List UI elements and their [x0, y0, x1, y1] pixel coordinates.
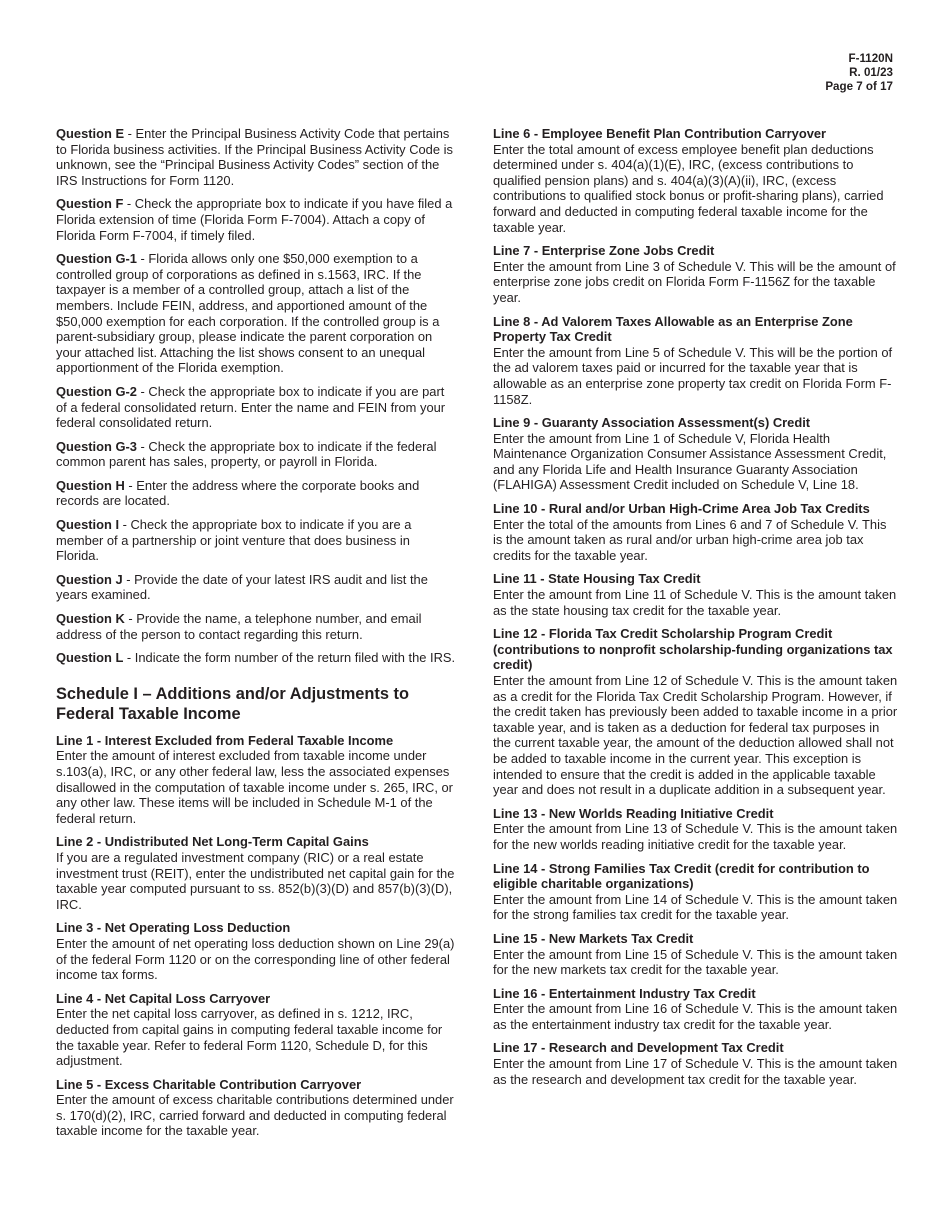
question-text: - Check the appropriate box to indicate if you have filed a Florida extension of time (Florida Form F-7004). Attach a copy of Florida Form F-7004, if timely filed.	[56, 196, 453, 243]
question-label: Question K	[56, 611, 125, 627]
question-label: Question L	[56, 650, 124, 666]
form-number: F-1120N	[848, 52, 893, 65]
line-title: Line 5 - Excess Charitable Contribution Carryover	[56, 1076, 362, 1092]
line-body: Enter the amount from Line 11 of Schedule V. This is the amount taken as the state housing tax credit for the taxable year.	[493, 587, 897, 618]
question-text: - Check the appropriate box to indicate if you are a member of a partnership or joint venture that does business in Florida.	[56, 517, 412, 564]
question-g2	[56, 384, 456, 431]
question-label: Question H	[56, 477, 125, 493]
line-body: Enter the amount from Line 16 of Schedule V. This is the amount taken as the entertainment industry tax credit for the taxable year.	[493, 1001, 898, 1032]
question-text: - Check the appropriate box to indicate if the federal common parent has sales, property, or payroll in Florida.	[56, 438, 437, 470]
question-text: - Provide the date of your latest IRS audit and list the years examined.	[56, 571, 428, 603]
right-column	[493, 126, 898, 1095]
line-5-instructions	[56, 1077, 456, 1139]
line-9-instructions	[493, 415, 898, 493]
line-title: Line 17 - Research and Development Tax Credit	[493, 1040, 784, 1056]
line-title: Line 1 - Interest Excluded from Federal Taxable Income	[56, 732, 394, 748]
line-7-instructions	[493, 243, 898, 305]
line-title: Line 2 - Undistributed Net Long-Term Capital Gains	[56, 834, 369, 850]
line-title: Line 15 - New Markets Tax Credit	[493, 930, 694, 946]
line-body: Enter the total of the amounts from Lines 6 and 7 of Schedule V. This is the amount taken as rural and/or urban high-crime area job tax credits for the taxable year.	[493, 516, 887, 563]
form-revision: R. 01/23	[849, 66, 893, 79]
line-body: Enter the amount from Line 15 of Schedule V. This is the amount taken for the new markets tax credit for the taxable year.	[493, 946, 898, 978]
line-body: Enter the amount from Line 14 of Schedule V. This is the amount taken for the strong families tax credit for the taxable year.	[493, 891, 898, 923]
line-body: Enter the amount from Line 12 of Schedule V. This is the amount taken as a credit for the Florida Tax Credit Scholarship Program. However, if the credit taken has previously been added to taxable income in a prior taxable year, and is taken as a deduction for federal tax purposes in the current taxable year, the amount of the deduction allowed shall not be added to taxable income in the current year. This exception is intended to ensure that the credit is added in the applicable taxable year and does not result in a duplicate addition in a subsequent year.	[493, 673, 898, 798]
page-number: Page 7 of 17	[825, 80, 893, 93]
form-identifier	[825, 52, 893, 94]
line-6-instructions	[493, 126, 898, 235]
question-label: Question I	[56, 517, 120, 533]
question-label: Question E	[56, 126, 125, 141]
line-title: Line 14 - Strong Families Tax Credit (credit for contribution to eligible charitable organizations)	[493, 860, 870, 892]
question-j	[56, 572, 456, 603]
line-body: If you are a regulated investment company (RIC) or a real estate investment trust (REIT), enter the undistributed net capital gain for the taxable year computed pursuant to ss. 852(b)(3)(D) and 857(b)(3)(D), IRC.	[56, 849, 455, 912]
question-f	[56, 196, 456, 243]
line-3-instructions	[56, 920, 456, 982]
line-title: Line 4 - Net Capital Loss Carryover	[56, 990, 271, 1006]
question-label: Question F	[56, 196, 124, 212]
line-10-instructions	[493, 501, 898, 563]
line-body: Enter the amount from Line 5 of Schedule V. This will be the portion of the ad valorem taxes paid or incurred for the taxable year that is allowable as an enterprise zone property tax credit on Florida Form F-1158Z.	[493, 344, 893, 407]
line-body: Enter the amount of excess charitable contributions determined under s. 170(d)(2), IRC, carried forward and deducted in computing federal taxable income for the taxable year.	[56, 1092, 454, 1139]
line-body: Enter the total amount of excess employee benefit plan deductions determined under s. 404(a)(1)(E), IRC, (excess contributions to qualified pension plans) and s. 404(a)(3)(A)(ii), IRC, (excess contributions to qualified stock bonus or profit-sharing plans), carried forward and deducted in computing federal taxable income for the taxable year.	[493, 141, 884, 235]
line-title: Line 13 - New Worlds Reading Initiative Credit	[493, 805, 774, 821]
line-13-instructions	[493, 806, 898, 853]
question-text: - Enter the address where the corporate books and records are located.	[56, 477, 420, 509]
line-title: Line 6 - Employee Benefit Plan Contribution Carryover	[493, 126, 827, 141]
question-h	[56, 478, 456, 509]
line-title: Line 9 - Guaranty Association Assessment(s) Credit	[493, 415, 811, 431]
line-12-instructions	[493, 626, 898, 798]
line-body: Enter the amount of interest excluded from taxable income under s.103(a), IRC, or any other federal law, less the associated expenses disallowed in the computation of taxable income under s. 265, IRC, or any other law. These items will be included in Schedule M-1 of the federal return.	[56, 748, 453, 826]
question-label: Question G-2	[56, 383, 137, 399]
line-title: Line 3 - Net Operating Loss Deduction	[56, 920, 291, 936]
line-8-instructions	[493, 314, 898, 408]
line-16-instructions	[493, 986, 898, 1033]
line-body: Enter the amount from Line 13 of Schedule V. This is the amount taken for the new worlds reading initiative credit for the taxable year.	[493, 821, 898, 852]
line-title: Line 12 - Florida Tax Credit Scholarship Program Credit (contributions to nonprofit scholarship-funding organizations tax credit)	[493, 626, 893, 673]
left-column	[56, 126, 456, 1147]
question-l	[56, 650, 456, 666]
question-text: - Provide the name, a telephone number, and email address of the person to contact regarding this return.	[56, 611, 422, 642]
line-1-instructions	[56, 733, 456, 827]
line-title: Line 10 - Rural and/or Urban High-Crime Area Job Tax Credits	[493, 501, 870, 517]
question-text: - Check the appropriate box to indicate if you are part of a federal consolidated return. Enter the name and FEIN from your federal consolidated return.	[56, 383, 446, 431]
question-text: - Indicate the form number of the return filed with the IRS.	[123, 650, 456, 666]
question-label: Question G-1	[56, 251, 137, 267]
question-text: - Florida allows only one $50,000 exemption to a controlled group of corporations as defined in s.1563, IRC. If the taxpayer is a member of a controlled group, attach a list of the members. Include FEIN, address, and apportioned amount of the $50,000 exemption for each corporation. If the controlled group is a parent-subsidiary group, please indicate the parent corporation on your attached list. Attaching the list shows consent to an unequal apportionment of the Florida exemption.	[56, 251, 440, 376]
question-g1	[56, 251, 456, 376]
line-4-instructions	[56, 991, 456, 1069]
line-15-instructions	[493, 931, 898, 978]
line-title: Line 7 - Enterprise Zone Jobs Credit	[493, 243, 715, 259]
line-14-instructions	[493, 861, 898, 923]
line-body: Enter the amount from Line 1 of Schedule V, Florida Health Maintenance Organization Consumer Assistance Assessment Credit, and any Florida Life and Health Insurance Guaranty Association (FLAHIGA) Assessment Credit included on Schedule V, Line 18.	[493, 430, 887, 493]
line-2-instructions	[56, 834, 456, 912]
line-title: Line 16 - Entertainment Industry Tax Credit	[493, 985, 756, 1001]
question-e	[56, 126, 456, 188]
question-g3	[56, 439, 456, 470]
line-body: Enter the net capital loss carryover, as defined in s. 1212, IRC, deducted from capital gains in computing federal taxable income for the taxable year. Refer to federal Form 1120, Schedule D, for this adjustment.	[56, 1006, 443, 1069]
line-title: Line 8 - Ad Valorem Taxes Allowable as an Enterprise Zone Property Tax Credit	[493, 313, 853, 345]
line-body: Enter the amount from Line 3 of Schedule V. This will be the amount of enterprise zone jobs credit on Florida Form F-1156Z for the taxable year.	[493, 258, 896, 305]
question-i	[56, 517, 456, 564]
question-label: Question J	[56, 571, 123, 587]
question-label: Question G-3	[56, 438, 137, 454]
line-11-instructions	[493, 571, 898, 618]
schedule-i-heading: Schedule I – Additions and/or Adjustments to Federal Taxable Income	[56, 684, 410, 723]
question-k	[56, 611, 456, 642]
line-title: Line 11 - State Housing Tax Credit	[493, 571, 701, 587]
line-body: Enter the amount of net operating loss deduction shown on Line 29(a) of the federal Form 1120 or on the corresponding line of other federal income tax forms.	[56, 935, 455, 983]
question-text: - Enter the Principal Business Activity Code that pertains to Florida business activities. If the Principal Business Activity Code is unknown, see the “Principal Business Activity Codes” section of the IRS Instructions for Form 1120.	[56, 126, 453, 188]
line-body: Enter the amount from Line 17 of Schedule V. This is the amount taken as the research and development tax credit for the taxable year.	[493, 1056, 898, 1087]
line-17-instructions	[493, 1040, 898, 1087]
